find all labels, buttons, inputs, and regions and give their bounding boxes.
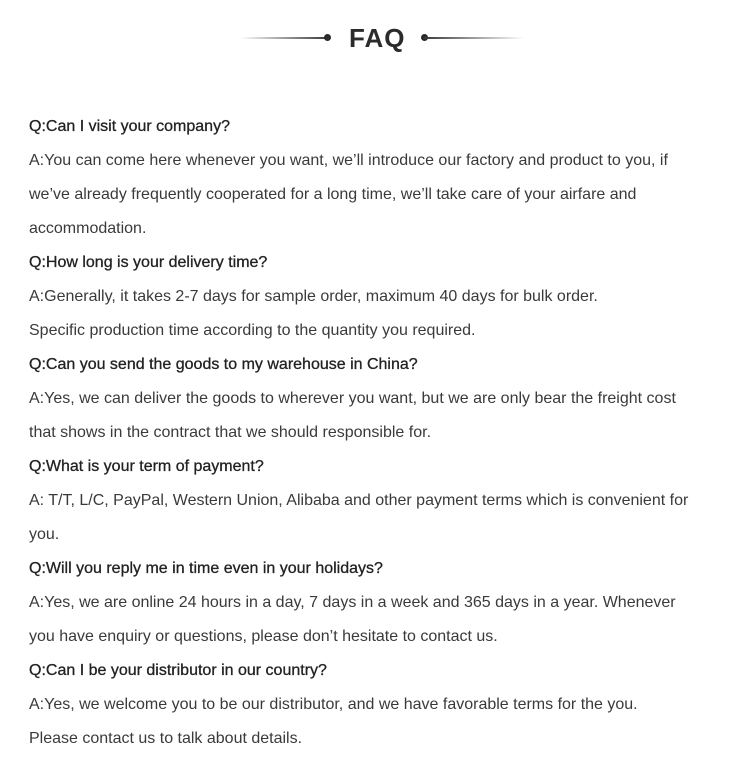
faq-answer-line: you have enquiry or questions, please don’t hesitate to contact us. bbox=[29, 628, 498, 645]
faq-question: Q:Can you send the goods to my warehouse in China? bbox=[29, 356, 418, 373]
faq-answer-line: accommodation. bbox=[29, 220, 147, 237]
faq-answer-line: A:You can come here whenever you want, we’ll introduce our factory and product to you, if bbox=[29, 152, 668, 169]
decorative-dot-left-icon bbox=[324, 34, 331, 41]
faq-item bbox=[29, 110, 744, 246]
faq-answer-line: that shows in the contract that we should responsible for. bbox=[29, 424, 432, 441]
faq-answer-line: you. bbox=[29, 526, 60, 543]
faq-question: Q:Can I be your distributor in our country? bbox=[29, 662, 327, 679]
faq-list bbox=[29, 110, 744, 756]
decorative-line-left bbox=[240, 37, 328, 39]
faq-answer-line: A:Yes, we are online 24 hours in a day, 7 days in a week and 365 days in a year. Whenever bbox=[29, 594, 676, 611]
faq-question: Q:Will you reply me in time even in your holidays? bbox=[29, 560, 383, 577]
faq-item bbox=[29, 246, 744, 348]
faq-answer-line: Please contact us to talk about details. bbox=[29, 730, 303, 747]
faq-question: Q:How long is your delivery time? bbox=[29, 254, 268, 271]
faq-question: Q:Can I visit your company? bbox=[29, 118, 230, 135]
faq-answer-line: A:Yes, we can deliver the goods to wherever you want, but we are only bear the freight cost bbox=[29, 390, 676, 407]
faq-item bbox=[29, 348, 744, 450]
faq-item bbox=[29, 450, 744, 552]
faq-item bbox=[29, 654, 744, 756]
faq-answer-line: A:Yes, we welcome you to be our distributor, and we have favorable terms for the you. bbox=[29, 696, 638, 713]
faq-item bbox=[29, 552, 744, 654]
faq-question: Q:What is your term of payment? bbox=[29, 458, 264, 475]
faq-header bbox=[0, 18, 750, 58]
faq-answer-line: A: T/T, L/C, PayPal, Western Union, Alibaba and other payment terms which is convenient for bbox=[29, 492, 689, 509]
faq-answer-line: A:Generally, it takes 2-7 days for sample order, maximum 40 days for bulk order. bbox=[29, 288, 598, 305]
decorative-line-right bbox=[424, 37, 524, 39]
faq-answer-line: Specific production time according to the quantity you required. bbox=[29, 322, 476, 339]
page-title: FAQ bbox=[349, 23, 406, 53]
faq-answer-line: we’ve already frequently cooperated for a long time, we’ll take care of your airfare and bbox=[29, 186, 637, 203]
